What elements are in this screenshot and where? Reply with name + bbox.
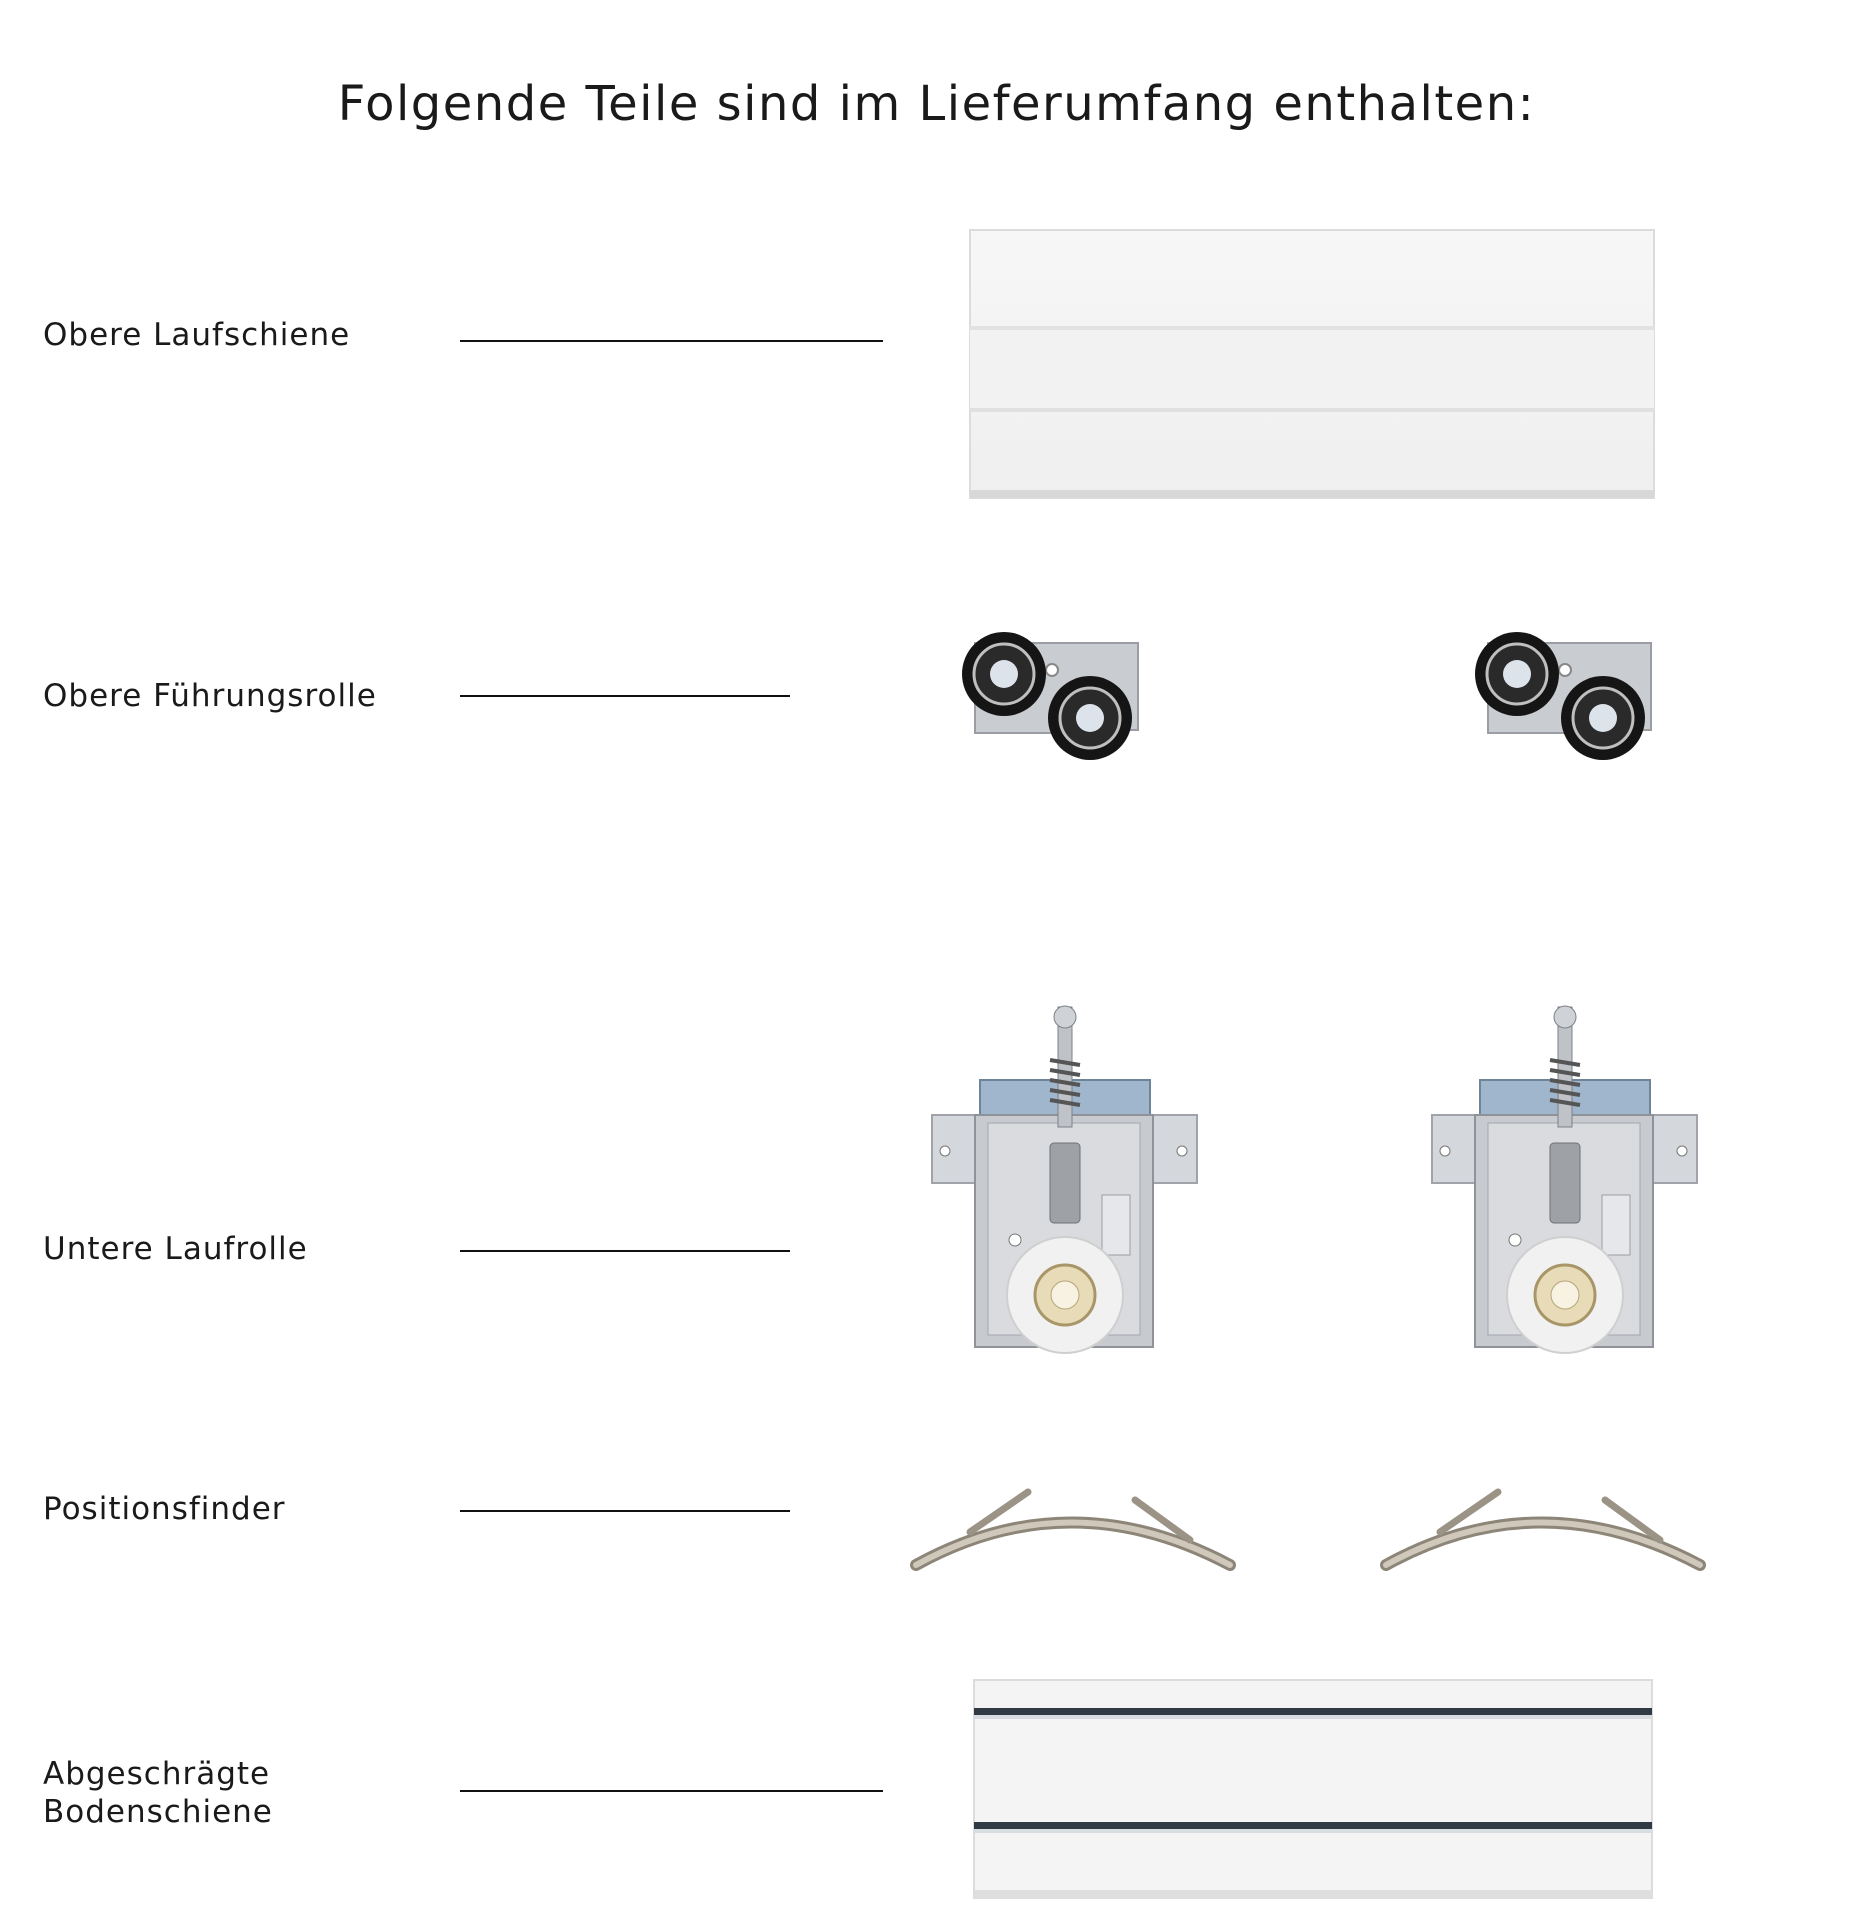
bottom-roller-right-image [1430,1005,1700,1365]
label-position-finder: Positionsfinder [43,1491,286,1527]
label-top-rail: Obere Laufschiene [43,317,351,353]
label-bottom-roller: Untere Laufrolle [43,1231,308,1267]
bevelled-floor-rail-image [972,1678,1655,1903]
page-title: Folgende Teile sind im Lieferumfang enthalten: [337,76,1536,133]
label-bevelled-floor-rail-line-1: Abgeschrägte [43,1756,271,1792]
position-finder-right-image [1380,1470,1710,1580]
leader-line-bottom-roller [460,1250,790,1252]
label-top-guide-roller: Obere Führungsrolle [43,678,377,714]
label-bevelled-floor-rail [43,1755,273,1831]
bottom-roller-left-image [930,1005,1200,1365]
top-guide-roller-right-image [1473,630,1673,765]
top-rail-image [968,228,1658,503]
label-bevelled-floor-rail-line-2: Bodenschiene [43,1794,273,1830]
leader-line-bevelled-floor-rail [460,1790,883,1792]
leader-line-top-rail [460,340,883,342]
top-guide-roller-left-image [960,630,1160,765]
leader-line-position-finder [460,1510,790,1512]
leader-line-top-guide-roller [460,695,790,697]
position-finder-left-image [910,1470,1240,1580]
